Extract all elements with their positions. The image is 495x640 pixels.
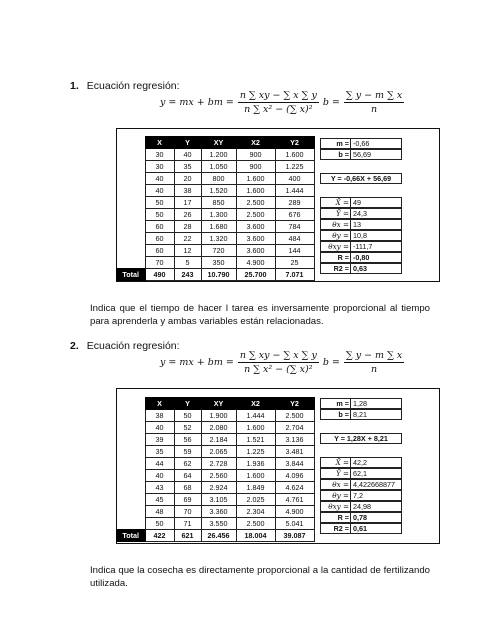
table-cell: 1.600: [236, 173, 275, 185]
section-2-data-table: [116, 397, 315, 542]
total-label: Total: [117, 269, 146, 281]
intercept-value: 8,21: [353, 410, 367, 419]
table-cell: 2.560: [201, 470, 236, 482]
table-cell: 26: [174, 209, 201, 221]
table-cell: 48: [145, 506, 174, 518]
table-cell: 40: [145, 422, 174, 434]
table-cell: 1.680: [201, 221, 236, 233]
covariance-value: 24,98: [353, 502, 371, 511]
section-2-formula: [160, 350, 406, 375]
table-cell: 22: [174, 233, 201, 245]
table-row: [117, 197, 315, 209]
total-cell: 25.700: [236, 269, 275, 281]
column-header: XY: [201, 398, 236, 410]
table-cell: 28: [174, 221, 201, 233]
section-1-formula: [160, 90, 406, 115]
table-row: [117, 518, 315, 530]
r-squared-row: [320, 523, 402, 534]
table-cell: 2.728: [201, 458, 236, 470]
table-cell: 1.600: [236, 470, 275, 482]
table-cell: 1.600: [236, 422, 275, 434]
table-cell: 60: [145, 233, 174, 245]
mean-x-row: [320, 197, 402, 208]
mean-x-label: X̄ =: [321, 458, 351, 467]
r-squared-row: [320, 263, 402, 274]
total-cell: 10.790: [201, 269, 236, 281]
table-cell: 1.444: [236, 410, 275, 422]
table-cell: 52: [174, 422, 201, 434]
r-squared-value: 0,63: [353, 264, 367, 273]
table-cell: 350: [201, 257, 236, 269]
slope-value: 1,28: [353, 399, 367, 408]
correlation-value: 0,78: [353, 513, 367, 522]
table-cell: 5: [174, 257, 201, 269]
table-cell: 800: [201, 173, 236, 185]
table-cell: 2.500: [236, 518, 275, 530]
regression-equation: Y = 1,28X + 8,21: [320, 433, 402, 444]
total-cell: 422: [145, 530, 174, 542]
column-header: XY: [201, 137, 236, 149]
table-cell: 1.849: [236, 482, 275, 494]
table-cell: 71: [174, 518, 201, 530]
table-row: [117, 233, 315, 245]
slope-row: [320, 398, 402, 409]
intercept-label: b =: [321, 410, 351, 419]
table-row: [117, 422, 315, 434]
formula-lhs: y = mx + bm =: [160, 357, 234, 368]
table-cell: 40: [145, 185, 174, 197]
table-cell: 43: [145, 482, 174, 494]
table-cell: 2.304: [236, 506, 275, 518]
mean-y-row: [320, 468, 402, 479]
table-cell: 64: [174, 470, 201, 482]
table-cell: 1.444: [275, 185, 314, 197]
correlation-row: [320, 512, 402, 523]
table-row: [117, 506, 315, 518]
intercept-value: 56,69: [353, 150, 371, 159]
total-cell: 490: [145, 269, 174, 281]
table-cell: 38: [174, 185, 201, 197]
slope-label: m =: [321, 399, 351, 408]
table-cell: 4.761: [275, 494, 314, 506]
table-cell: 70: [174, 506, 201, 518]
correlation-label: R =: [321, 513, 351, 522]
intercept-denominator: n: [371, 364, 378, 375]
std-y-label: θy =: [321, 231, 351, 240]
column-header: X2: [236, 398, 275, 410]
table-cell: 2.704: [275, 422, 314, 434]
std-y-row: [320, 230, 402, 241]
table-cell: 68: [174, 482, 201, 494]
table-header-row: [117, 398, 315, 410]
table-cell: 1.300: [201, 209, 236, 221]
table-row: [117, 482, 315, 494]
column-header: Y: [174, 137, 201, 149]
table-cell: 4.900: [275, 506, 314, 518]
table-cell: 3.105: [201, 494, 236, 506]
intercept-fraction: [344, 350, 404, 375]
table-row: [117, 245, 315, 257]
table-cell: 1.320: [201, 233, 236, 245]
table-row: [117, 173, 315, 185]
table-cell: 38: [145, 410, 174, 422]
table-cell: 17: [174, 197, 201, 209]
table-cell: 1.600: [275, 149, 314, 161]
column-header: X2: [236, 137, 275, 149]
table-cell: 720: [201, 245, 236, 257]
table-cell: 1.225: [236, 446, 275, 458]
table-cell: 3.550: [201, 518, 236, 530]
std-y-value: 10,8: [353, 231, 367, 240]
std-x-row: [320, 479, 402, 490]
std-x-value: 13: [353, 220, 361, 229]
std-y-label: θy =: [321, 491, 351, 500]
table-cell: 3.481: [275, 446, 314, 458]
intercept-row: [320, 409, 402, 420]
mean-x-value: 42,2: [353, 458, 367, 467]
total-cell: 243: [174, 269, 201, 281]
mean-y-row: [320, 208, 402, 219]
section-2-conclusion: Indica que la cosecha es directamente proporcional a la cantidad de fertilizando utilizada.: [90, 565, 430, 589]
table-cell: 69: [174, 494, 201, 506]
table-cell: 4.624: [275, 482, 314, 494]
mean-y-label: Ȳ =: [321, 209, 351, 218]
table-cell: 484: [275, 233, 314, 245]
mean-x-label: X̄ =: [321, 198, 351, 207]
column-header: X: [145, 398, 174, 410]
total-label: Total: [117, 530, 146, 542]
table-cell: 2.924: [201, 482, 236, 494]
table-cell: 35: [174, 161, 201, 173]
correlation-row: [320, 252, 402, 263]
table-row: [117, 494, 315, 506]
intercept-denominator: n: [371, 104, 378, 115]
table-cell: 50: [145, 209, 174, 221]
covariance-value: -111,7: [353, 242, 373, 251]
std-x-row: [320, 219, 402, 230]
table-cell: 2.065: [201, 446, 236, 458]
mean-x-row: [320, 457, 402, 468]
table-cell: 3.600: [236, 221, 275, 233]
std-x-value: 4,422668877: [353, 480, 395, 489]
table-cell: 5.041: [275, 518, 314, 530]
section-1-title: Ecuación regresión:: [86, 80, 180, 92]
r-squared-value: 0,61: [353, 524, 367, 533]
slope-value: -0,66: [353, 139, 370, 148]
column-header: Y2: [275, 137, 314, 149]
formula-mid: b =: [322, 97, 340, 108]
intercept-fraction: [344, 90, 404, 115]
mean-y-label: Ȳ =: [321, 469, 351, 478]
total-cell: 18.004: [236, 530, 275, 542]
table-cell: 144: [275, 245, 314, 257]
mean-x-value: 49: [353, 198, 361, 207]
table-cell: 1.900: [201, 410, 236, 422]
table-cell: 1.600: [236, 185, 275, 197]
mean-y-value: 62,1: [353, 469, 367, 478]
table-cell: 12: [174, 245, 201, 257]
section-1-conclusion: Indica que el tiempo de hacer l tarea es inversamente proporcional al tiempo para aprenderla y ambas variables están relacionadas.: [90, 303, 430, 327]
formula-lhs: y = mx + bm =: [160, 97, 234, 108]
table-cell: 1.200: [201, 149, 236, 161]
table-cell: 62: [174, 458, 201, 470]
table-cell: 30: [145, 161, 174, 173]
table-cell: 35: [145, 446, 174, 458]
table-cell: 44: [145, 458, 174, 470]
table-row: [117, 221, 315, 233]
table-row: [117, 185, 315, 197]
table-row: [117, 149, 315, 161]
total-cell: 7.071: [275, 269, 314, 281]
total-cell: 39.087: [275, 530, 314, 542]
regression-equation: Y = -0,66X + 56,69: [320, 173, 402, 184]
table-cell: 60: [145, 245, 174, 257]
intercept-numerator: ∑ y − m ∑ x: [345, 90, 403, 101]
table-cell: 1.936: [236, 458, 275, 470]
table-cell: 2.500: [236, 197, 275, 209]
table-cell: 40: [145, 470, 174, 482]
table-cell: 50: [145, 518, 174, 530]
table-cell: 40: [145, 173, 174, 185]
slope-numerator: n ∑ xy − ∑ x ∑ y: [239, 90, 317, 101]
table-cell: 900: [236, 161, 275, 173]
table-cell: 39: [145, 434, 174, 446]
correlation-label: R =: [321, 253, 351, 262]
intercept-label: b =: [321, 150, 351, 159]
table-cell: 59: [174, 446, 201, 458]
section-2-title: Ecuación regresión:: [86, 340, 180, 352]
table-cell: 900: [236, 149, 275, 161]
std-y-row: [320, 490, 402, 501]
table-row: [117, 209, 315, 221]
table-cell: 1.520: [201, 185, 236, 197]
table-cell: 1.225: [275, 161, 314, 173]
table-cell: 3.136: [275, 434, 314, 446]
table-row: [117, 470, 315, 482]
table-cell: 30: [145, 149, 174, 161]
section-1-data-table: [116, 136, 315, 281]
covariance-label: θxy =: [321, 242, 351, 251]
std-y-value: 7,2: [353, 491, 363, 500]
table-cell: 20: [174, 173, 201, 185]
table-row: [117, 458, 315, 470]
formula-mid: b =: [322, 357, 340, 368]
table-cell: 2.500: [236, 209, 275, 221]
std-x-label: θx =: [321, 480, 351, 489]
table-cell: 3.360: [201, 506, 236, 518]
totals-row: [117, 269, 315, 281]
table-cell: 2.184: [201, 434, 236, 446]
table-row: [117, 257, 315, 269]
table-cell: 400: [275, 173, 314, 185]
slope-numerator: n ∑ xy − ∑ x ∑ y: [239, 350, 317, 361]
section-1-number: 1.: [70, 80, 79, 92]
totals-row: [117, 530, 315, 542]
r-squared-label: R2 =: [321, 524, 351, 533]
covariance-label: θxy =: [321, 502, 351, 511]
slope-denominator: n ∑ x² − (∑ x)²: [244, 364, 313, 375]
table-cell: 60: [145, 221, 174, 233]
correlation-value: -0,80: [353, 253, 370, 262]
column-header: Y2: [275, 398, 314, 410]
table-cell: 2.500: [275, 410, 314, 422]
covariance-row: [320, 501, 402, 512]
mean-y-value: 24,3: [353, 209, 367, 218]
table-cell: 289: [275, 197, 314, 209]
r-squared-label: R2 =: [321, 264, 351, 273]
table-cell: 4.096: [275, 470, 314, 482]
table-cell: 45: [145, 494, 174, 506]
std-x-label: θx =: [321, 220, 351, 229]
table-row: [117, 410, 315, 422]
intercept-row: [320, 149, 402, 160]
covariance-row: [320, 241, 402, 252]
table-cell: 784: [275, 221, 314, 233]
total-cell: 26.456: [201, 530, 236, 542]
table-cell: 1.050: [201, 161, 236, 173]
table-cell: 50: [145, 197, 174, 209]
table-cell: 3.600: [236, 245, 275, 257]
table-row: [117, 161, 315, 173]
slope-denominator: n ∑ x² − (∑ x)²: [244, 104, 313, 115]
table-cell: 25: [275, 257, 314, 269]
table-cell: 676: [275, 209, 314, 221]
column-header: X: [145, 137, 174, 149]
slope-row: [320, 138, 402, 149]
table-cell: 70: [145, 257, 174, 269]
table-cell: 1.521: [236, 434, 275, 446]
total-cell: 621: [174, 530, 201, 542]
table-cell: 3.600: [236, 233, 275, 245]
table-cell: 2.080: [201, 422, 236, 434]
slope-fraction: [238, 350, 319, 375]
table-row: [117, 446, 315, 458]
column-header: Y: [174, 398, 201, 410]
table-cell: 3.844: [275, 458, 314, 470]
slope-label: m =: [321, 139, 351, 148]
table-cell: 2.025: [236, 494, 275, 506]
table-header-row: [117, 137, 315, 149]
table-cell: 40: [174, 149, 201, 161]
table-row: [117, 434, 315, 446]
table-cell: 50: [174, 410, 201, 422]
table-cell: 4.900: [236, 257, 275, 269]
section-2-number: 2.: [70, 340, 79, 352]
table-cell: 56: [174, 434, 201, 446]
intercept-numerator: ∑ y − m ∑ x: [345, 350, 403, 361]
table-cell: 850: [201, 197, 236, 209]
slope-fraction: [238, 90, 319, 115]
